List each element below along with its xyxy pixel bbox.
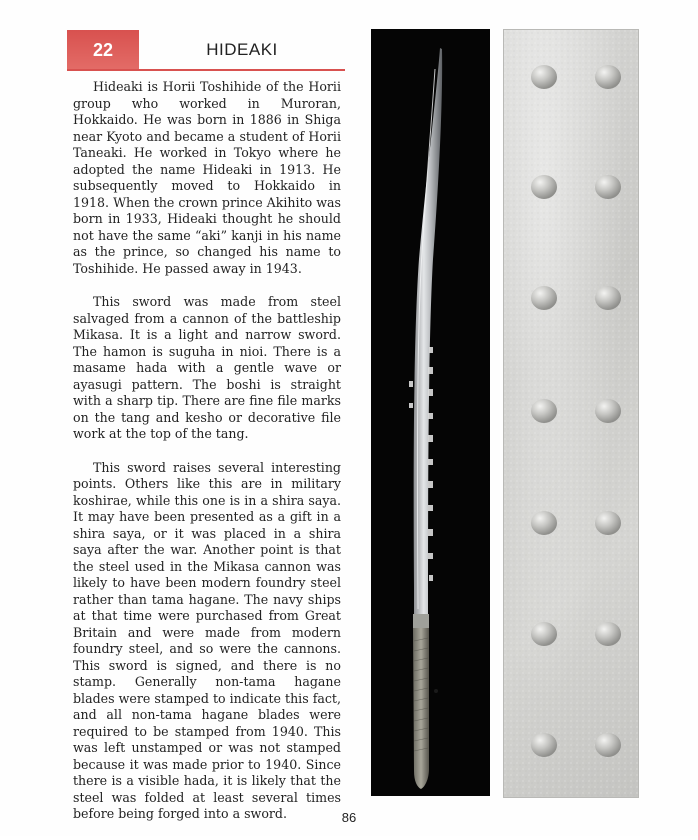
riveted-plate-photo [503,29,639,798]
paragraph-biography: Hideaki is Horii Toshihide of the Horii group who worked in Muroran, Hokkaido. He was born in 1886 in Shiga near Kyoto and became a student of Horii Taneaki. He worked in Tokyo where he adopted the name Hideaki in 1913. He subsequently moved to Hokkaido in 1918. When the crown prince Akihito was born in 1933, Hideaki thought he should not have the same “aki” kanji in his name as the prince, so changed his name to Toshihide. He passed away in 1943. [73,79,341,276]
body-text [73,79,341,840]
header-divider [67,69,345,71]
rivet-icon [504,30,639,798]
paragraph-description: This sword was made from steel salvaged from a cannon of the battleship Mikasa. It is a light and narrow sword. The hamon is suguha in nioi. There is a masame hada with a gentle wave or ayasugi pattern. The boshi is straight with a sharp tip. There are fine file marks on the tang and kesho or decorative file work at the top of the tang. [73,294,341,441]
sword-photo [371,29,490,796]
paragraph-discussion: This sword raises several interesting points. Others like this are in military koshirae, while this one is in a shira saya. It may have been presented as a gift in a shira saya, or it was placed in a shira saya after the war. Another point is that the steel used in the Mikasa cannon was likely to have been modern foundry steel rather than tama hagane. The navy ships at that time were purchased from Great Britain and were made from modern foundry steel, and so were the cannons. This sword is signed, and there is no stamp. Generally non-tama hagane blades were stamped to indicate this fact, and all non-tama hagane blades were required to be stamped from 1940. This was left unstamped or was not stamped because it was made prior to 1940. Since there is a visible hada, it is likely that the steel was folded at least several times before being forged into a sword. [73,459,341,821]
page-number: 86 [341,810,357,825]
chapter-title: HIDEAKI [206,40,278,59]
sword-blade-icon [371,29,490,796]
chapter-number-badge: 22 [67,30,139,70]
